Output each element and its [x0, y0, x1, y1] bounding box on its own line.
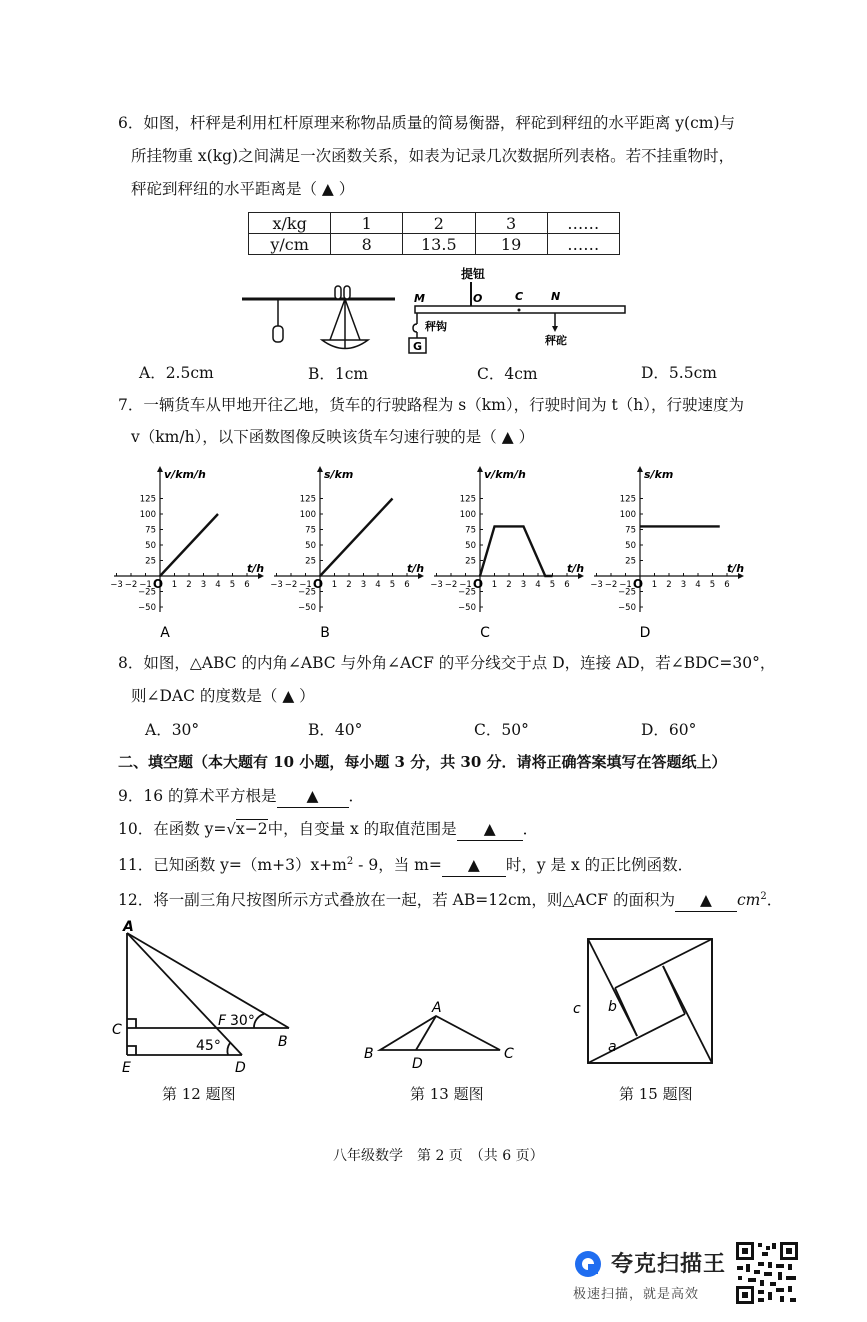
y-tick-label: 100 [619, 510, 636, 520]
scanner-brand-name: 夸克扫描王 [611, 1252, 727, 1277]
table-cell: 19 [475, 234, 547, 255]
x-tick-label: 4 [215, 580, 221, 590]
q6-line1: 6．如图，杆秤是利用杠杆原理来称物品质量的简易衡器，秤砣到秤纽的水平距离 y(cm)与 [118, 114, 736, 132]
page-footer: 八年级数学 第 2 页 （共 6 页） [333, 1148, 544, 1164]
y-tick-label: 75 [145, 525, 156, 536]
label-30deg: 30° [230, 1013, 255, 1029]
label-A: A [123, 919, 134, 935]
q7-graph-c [428, 462, 588, 642]
label-c: c [573, 1001, 581, 1017]
q12-unit: cm [736, 891, 761, 910]
x-tick-label: 2 [346, 580, 352, 590]
x-tick-label: 4 [535, 580, 541, 590]
x-tick-label: −3 [430, 580, 443, 590]
y-tick-label: 75 [625, 525, 636, 536]
q12-blank: ▲ [675, 889, 737, 912]
q6-option-a: A．2.5cm [139, 364, 214, 382]
q9: 9．16 的算术平方根是 ▲ ． [118, 785, 364, 808]
figure-13 [358, 996, 528, 1074]
y-tick-label: 25 [625, 556, 636, 567]
label-45deg: 45° [196, 1038, 221, 1054]
x-tick-label: −2 [444, 580, 458, 590]
y-axis-label: s/km [324, 468, 354, 481]
q10-pre: 10．在函数 y= [118, 820, 227, 838]
y-tick-label: 50 [305, 541, 316, 551]
x-tick-label: 3 [520, 580, 527, 590]
table-cell: …… [547, 213, 619, 234]
x-tick-label: 1 [491, 580, 498, 590]
label-a: a [608, 1039, 617, 1055]
q12 [118, 886, 782, 912]
q6-line2: 所挂物重 x(kg)之间满足一次函数关系，如表为记录几次数据所列表格。若不挂重物时， [131, 147, 735, 165]
x-tick-label: −1 [619, 580, 632, 590]
y-tick-label: −50 [138, 603, 156, 613]
scanner-slogan: 极速扫描，就是高效 [573, 1287, 700, 1302]
y-tick-label: −50 [458, 603, 476, 613]
label-C: C [504, 1046, 514, 1062]
label-hook: 秤钩 [425, 320, 447, 333]
x-tick-label: −2 [604, 580, 618, 590]
label-N: N [551, 290, 561, 303]
x-tick-label: −2 [124, 580, 138, 590]
label-B: B [364, 1046, 374, 1062]
q10-radicand: x−2 [235, 820, 268, 838]
figure-15-caption: 第 15 题图 [619, 1085, 693, 1103]
q6-option-c: C．4cm [477, 365, 538, 383]
q7-graph-d [588, 462, 748, 642]
q8-line1: 8．如图，△ABC 的内角∠ABC 与外角∠ACF 的平分线交于点 D，连接 AD，若∠BDC=30°， [118, 654, 776, 672]
y-tick-label: 75 [305, 525, 316, 536]
x-axis-label: t/h [567, 562, 585, 575]
x-tick-label: 4 [375, 580, 381, 590]
q6-balance-figure [240, 282, 400, 357]
x-tick-label: 2 [186, 580, 192, 590]
q6-option-d: D．5.5cm [641, 364, 717, 382]
table-cell: 1 [331, 213, 403, 234]
q11-post: 时，y 是 x 的正比例函数． [505, 856, 694, 875]
x-tick-label: 5 [389, 580, 396, 590]
scanner-logo-icon [573, 1249, 603, 1279]
y-tick-label: −25 [618, 587, 636, 598]
q8-option-d: D．60° [641, 721, 697, 739]
q7-line1: 7．一辆货车从甲地开往乙地，货车的行驶路程为 s（km），行驶时间为 t（h），行驶速度为 [118, 396, 744, 414]
figure-12-caption: 第 12 题图 [162, 1085, 236, 1103]
q7-graph-a [108, 462, 268, 642]
label-b: b [608, 999, 617, 1015]
scanner-watermark [573, 1247, 727, 1303]
graph-option-letter: C [480, 625, 490, 641]
y-tick-label: 100 [459, 510, 476, 520]
y-tick-label: −25 [458, 587, 476, 598]
origin-label: O [152, 577, 164, 591]
graph-line [160, 514, 218, 576]
graph-option-letter: B [320, 625, 330, 641]
x-tick-label: 6 [724, 580, 730, 590]
qr-code-icon [734, 1240, 800, 1306]
y-tick-label: 50 [625, 541, 636, 551]
x-axis-label: t/h [727, 562, 745, 575]
y-axis-label: s/km [644, 468, 674, 481]
x-tick-label: −1 [459, 580, 472, 590]
x-tick-label: 6 [564, 580, 570, 590]
y-tick-label: 25 [465, 556, 476, 567]
table-cell: 2 [403, 213, 475, 234]
q6-data-table [248, 212, 620, 255]
q10-post: 中，自变量 x 的取值范围是 [267, 820, 457, 838]
table-cell: 13.5 [403, 234, 475, 255]
label-D: D [235, 1060, 246, 1076]
x-tick-label: 4 [695, 580, 701, 590]
origin-label: O [312, 577, 324, 591]
label-M: M [414, 292, 425, 305]
y-tick-label: 75 [465, 525, 476, 536]
x-tick-label: −1 [299, 580, 312, 590]
y-axis-label: v/km/h [484, 468, 526, 481]
y-tick-label: 125 [299, 494, 316, 505]
x-tick-label: −2 [284, 580, 298, 590]
label-C: C [515, 290, 524, 303]
section-2-heading: 二、填空题（本大题有 10 小题，每小题 3 分，共 30 分．请将正确答案填写在答题纸上） [118, 753, 727, 771]
x-tick-label: 5 [229, 580, 236, 590]
q11-blank: ▲ [442, 854, 506, 877]
table-cell: 8 [331, 234, 403, 255]
table-cell: …… [547, 234, 619, 255]
label-F: F [218, 1013, 227, 1029]
x-tick-label: 1 [651, 580, 658, 590]
q12-pre: 12．将一副三角尺按图所示方式叠放在一起，若 AB=12cm，则△ACF 的面积为 [118, 891, 675, 910]
label-A: A [432, 1000, 442, 1016]
y-tick-label: 125 [459, 494, 476, 505]
q6-line3: 秤砣到秤纽的水平距离是（ ▲ ） [131, 180, 355, 198]
x-tick-label: 5 [549, 580, 556, 590]
x-tick-label: 3 [200, 580, 207, 590]
y-axis-arrow-icon [157, 466, 163, 472]
y-axis-arrow-icon [477, 466, 483, 472]
q9-text: 9．16 的算术平方根是 [118, 787, 277, 805]
q8-option-a: A．30° [145, 721, 200, 739]
graph-option-letter: A [160, 625, 170, 641]
label-E: E [122, 1060, 131, 1076]
x-tick-label: 3 [680, 580, 687, 590]
q12-end: ． [766, 891, 783, 910]
y-tick-label: 100 [139, 510, 156, 520]
sqrt-icon: √ [226, 820, 236, 838]
x-tick-label: −1 [139, 580, 152, 590]
q7-graph-b [268, 462, 428, 642]
y-tick-label: −50 [618, 603, 636, 613]
y-axis-arrow-icon [317, 466, 323, 472]
q6-option-b: B．1cm [308, 365, 369, 383]
q10: 10．在函数 y=√x−2中，自变量 x 的取值范围是 ▲ ． [118, 818, 538, 841]
y-tick-label: 50 [145, 541, 156, 551]
y-axis-arrow-icon [637, 466, 643, 472]
y-axis-label: v/km/h [164, 468, 206, 481]
origin-label: O [632, 577, 644, 591]
x-axis-label: t/h [247, 562, 265, 575]
x-tick-label: 6 [244, 580, 250, 590]
x-tick-label: 2 [666, 580, 672, 590]
x-tick-label: 5 [709, 580, 716, 590]
table-cell: y/cm [249, 234, 331, 255]
figure-13-caption: 第 13 题图 [410, 1085, 484, 1103]
label-D: D [412, 1056, 423, 1072]
y-tick-label: −25 [138, 587, 156, 598]
x-tick-label: 3 [360, 580, 367, 590]
q7-line2: v（km/h），以下函数图像反映该货车匀速行驶的是（ ▲ ） [131, 428, 535, 446]
x-axis-label: t/h [407, 562, 425, 575]
x-tick-label: 6 [404, 580, 410, 590]
q11-pre: 11．已知函数 y=（m+3）x+m [118, 856, 347, 875]
y-tick-label: −25 [298, 587, 316, 598]
figure-12 [112, 918, 312, 1078]
q11-sup: 2 [346, 856, 354, 867]
table-cell: 3 [475, 213, 547, 234]
y-tick-label: 25 [145, 556, 156, 567]
q11-mid: - 9，当 m= [353, 856, 442, 875]
origin-label: O [472, 577, 484, 591]
q8-line2: 则∠DAC 的度数是（ ▲ ） [131, 687, 315, 705]
q6-steelyard-figure [405, 262, 635, 362]
x-tick-label: 2 [506, 580, 512, 590]
graph-option-letter: D [639, 625, 651, 641]
label-weight: 秤砣 [545, 334, 567, 347]
x-tick-label: −3 [270, 580, 283, 590]
y-tick-label: −50 [298, 603, 316, 613]
x-tick-label: 1 [331, 580, 338, 590]
graph-line [320, 499, 393, 577]
y-tick-label: 25 [305, 556, 316, 567]
label-O: O [473, 292, 483, 305]
label-G: G [413, 340, 423, 353]
y-tick-label: 100 [299, 510, 316, 520]
table-cell: x/kg [249, 213, 331, 234]
q8-option-c: C．50° [474, 721, 529, 739]
q11 [118, 851, 693, 877]
figure-15 [568, 935, 728, 1070]
label-C: C [112, 1022, 122, 1038]
q12-sup: 2 [760, 891, 767, 902]
y-tick-label: 125 [619, 494, 636, 505]
y-tick-label: 50 [465, 541, 476, 551]
graph-line [480, 526, 553, 576]
label-tiniu: 提钮 [461, 267, 486, 281]
x-tick-label: −3 [110, 580, 123, 590]
q10-blank: ▲ [457, 818, 523, 841]
x-tick-label: 1 [171, 580, 178, 590]
label-B: B [278, 1034, 288, 1050]
q9-blank: ▲ [277, 785, 349, 808]
x-tick-label: −3 [590, 580, 603, 590]
y-tick-label: 125 [139, 494, 156, 505]
q8-option-b: B．40° [308, 721, 363, 739]
